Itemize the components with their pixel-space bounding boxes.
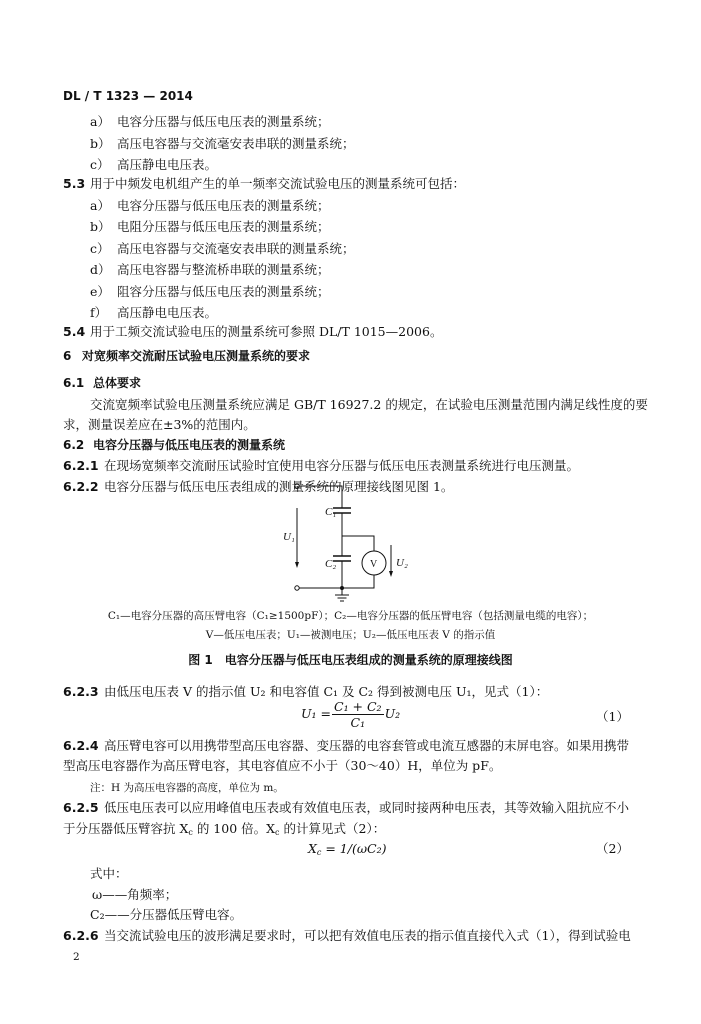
- ground-icon: [335, 595, 349, 601]
- list-label: f）: [90, 305, 108, 320]
- section-text: 在现场宽频率交流耐压试验时宜使用电容分压器与低压电压表测量系统进行电压测量。: [104, 458, 580, 473]
- list-label: b）: [90, 219, 111, 234]
- document-id: DL / T 1323 — 2014: [63, 89, 193, 103]
- denominator: C₁: [350, 715, 366, 730]
- section-number: 6.2: [63, 438, 85, 452]
- where-title: 式中：: [90, 866, 128, 881]
- chapter-number: 6: [63, 349, 72, 363]
- page-number: 2: [73, 951, 80, 963]
- terminal-top: [295, 484, 299, 488]
- text: 的计算见式（2）：: [279, 821, 386, 836]
- list-label: c）: [90, 157, 110, 172]
- list-item: 高压电容器与交流毫安表串联的测量系统；: [117, 136, 355, 151]
- list-item: 阻容分压器与低压电压表的测量系统；: [117, 284, 330, 299]
- wire: [299, 486, 342, 508]
- terminal-bottom: [295, 586, 299, 590]
- eq-lhs: U₁ =: [301, 706, 331, 721]
- list-item: 高压静电电压表。: [117, 157, 218, 172]
- text: = 1/(ωC₂): [321, 841, 387, 856]
- list-label: a）: [90, 114, 110, 129]
- section-number: 5.4: [63, 324, 86, 339]
- section-number: 6.2.6: [63, 928, 99, 943]
- where-item: ω——角频率；: [92, 887, 178, 902]
- section-text: 用于工频交流试验电压的测量系统可参照 DL/T 1015—2006。: [90, 324, 443, 339]
- list-item: 电容分压器与低压电压表的测量系统；: [117, 114, 330, 129]
- paragraph-line: 求，测量误差应在±3%的范围内。: [63, 417, 256, 432]
- figure-legend: C₁—电容分压器的高压臂电容（C₁≥1500pF）；C₂—电容分压器的低压臂电容（包括测量电缆的电容）；: [107, 610, 594, 622]
- section-text: [63, 821, 385, 841]
- numerator: C₁ + C₂: [334, 699, 382, 714]
- section-text: 由低压电压表 V 的指示值 U₂ 和电容值 C₁ 及 C₂ 得到被测电压 U₁，见式（1）：: [104, 684, 549, 699]
- section-text: 当交流试验电压的波形满足要求时，可以把有效值电压表的指示值直接代入式（1），得到试验电: [104, 928, 631, 943]
- equation-1: [301, 699, 400, 730]
- label-c1: C₁: [325, 506, 337, 518]
- list-label: b）: [90, 136, 111, 151]
- subscript: c: [316, 848, 322, 857]
- figure-caption: 图 1 电容分压器与低压电压表组成的测量系统的原理接线图: [188, 653, 513, 667]
- section-number: 6.2.1: [63, 458, 99, 473]
- note: 注：H 为高压电容器的高度，单位为 m。: [90, 782, 284, 794]
- list-label: c）: [90, 241, 110, 256]
- subscript: c: [275, 828, 280, 837]
- label-u1: U₁: [283, 531, 295, 543]
- section-title: 总体要求: [93, 376, 142, 390]
- section-number: 5.3: [63, 176, 86, 191]
- list-label: d）: [90, 262, 111, 277]
- equation-number: （1）: [596, 709, 629, 724]
- circuit-diagram: [270, 478, 430, 608]
- where-item: C₂——分压器低压臂电容。: [90, 907, 243, 922]
- list-item: 电容分压器与低压电压表的测量系统；: [117, 198, 330, 213]
- section-text: 型高压电容器作为高压臂电容，其电容值应不小于（30～40）H，单位为 pF。: [63, 758, 502, 773]
- section-title: 电容分压器与低压电压表的测量系统: [93, 438, 286, 452]
- chapter-title: 对宽频率交流耐压试验电压测量系统的要求: [82, 349, 311, 363]
- text: 的 100 倍。X: [192, 821, 276, 836]
- label-v: V: [370, 559, 378, 570]
- fraction: [332, 699, 384, 730]
- label-u2: U₂: [396, 557, 408, 569]
- list-item: 高压电容器与交流毫安表串联的测量系统；: [117, 241, 355, 256]
- list-label: e）: [90, 284, 110, 299]
- section-number: 6.2.2: [63, 479, 99, 494]
- list-item: 高压静电电压表。: [117, 305, 218, 320]
- text: X: [308, 841, 317, 856]
- paragraph-line: 交流宽频率试验电压测量系统应满足 GB/T 16927.2 的规定，在试验电压测量范围内满足线性度的要: [90, 397, 648, 412]
- text: 于分压器低压臂容抗 X: [63, 821, 189, 836]
- equation-2: [308, 841, 387, 861]
- section-text: 用于中频发电机组产生的单一频率交流试验电压的测量系统可包括：: [90, 176, 466, 191]
- list-label: a）: [90, 198, 110, 213]
- section-text: 低压电压表可以应用峰值电压表或有效值电压表，或同时接两种电压表，其等效输入阻抗应不小: [104, 800, 630, 815]
- section-text: 高压臂电容可以用携带型高压电容器、变压器的电容套管或电流互感器的末屏电容。如果用携带: [104, 738, 630, 753]
- list-item: 高压电容器与整流桥串联的测量系统；: [117, 262, 330, 277]
- label-c2: C₂: [325, 558, 337, 570]
- eq-rhs: U₂: [384, 706, 401, 721]
- figure-legend: V—低压电压表；U₁—被测电压；U₂—低压电压表 V 的指示值: [205, 629, 496, 641]
- section-text: 电容分压器与低压电压表组成的测量系统的原理接线图见图 1。: [104, 479, 454, 494]
- subscript: c: [188, 828, 193, 837]
- section-number: 6.1: [63, 376, 85, 390]
- wire: [342, 513, 374, 556]
- section-number: 6.2.4: [63, 738, 99, 753]
- list-item: 电阻分压器与低压电压表的测量系统；: [117, 219, 330, 234]
- equation-number: （2）: [596, 841, 629, 856]
- section-number: 6.2.3: [63, 684, 99, 699]
- section-number: 6.2.5: [63, 800, 99, 815]
